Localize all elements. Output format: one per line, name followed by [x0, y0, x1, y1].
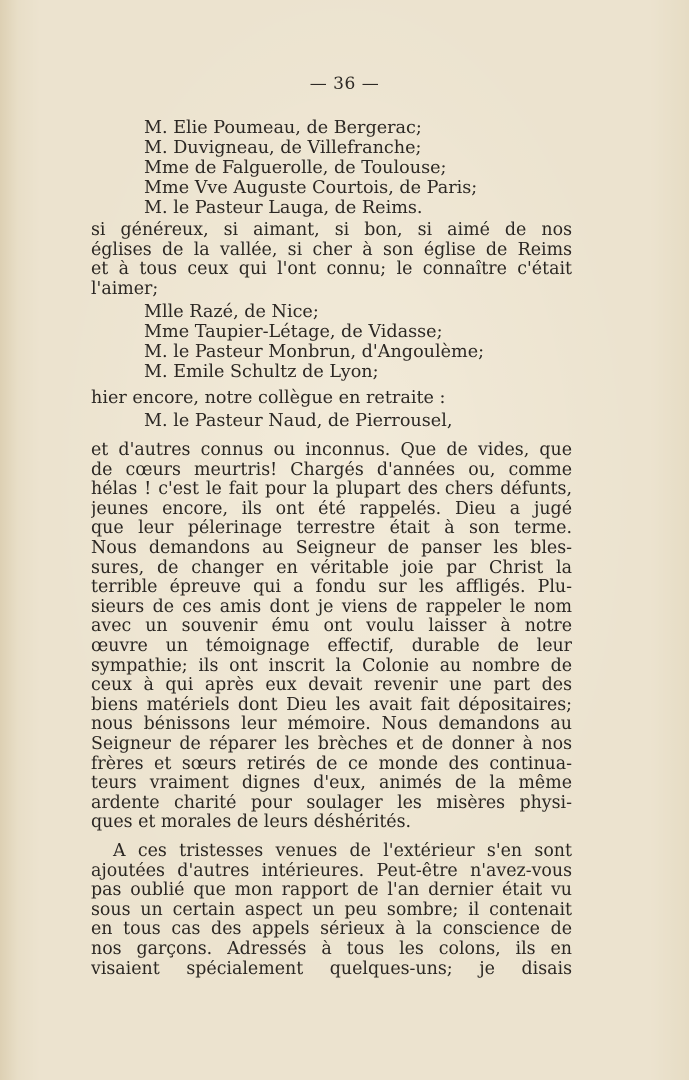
text-line: biens matériels dont Dieu les avait fait dépositaires;: [91, 695, 572, 715]
list-item: Mlle Razé, de Nice;: [144, 302, 319, 322]
text-line: que leur pélerinage terrestre était à son terme.: [91, 519, 572, 539]
list-item: Mme de Falguerolle, de Toulouse;: [144, 158, 447, 178]
text-line: œuvre un témoignage effectif, durable de leur: [91, 636, 572, 656]
text-line: et d'autres connus ou inconnus. Que de vides, que: [91, 441, 572, 460]
paragraph: [91, 441, 572, 833]
text-line: sympathie; ils ont inscrit la Colonie au nombre de: [91, 656, 572, 676]
text-line: sieurs de ces amis dont je viens de rappeler le nom: [91, 597, 572, 617]
text-line: Nous demandons au Seigneur de panser les bles-: [91, 538, 572, 558]
text-line: nous bénissons leur mémoire. Nous demandons au: [91, 715, 572, 735]
text-line: avec un souvenir ému ont voulu laisser à notre: [91, 617, 572, 637]
list-item: M. le Pasteur Lauga, de Reims.: [144, 198, 423, 218]
text-line: sous un certain aspect un peu sombre; il contenait: [91, 900, 572, 920]
text-line: l'aimer;: [91, 279, 159, 299]
text-line: jeunes encore, ils ont été rappelés. Dieu a jugé: [91, 499, 572, 519]
text-line: teurs vraiment dignes d'eux, animés de la même: [91, 774, 572, 794]
list-item: M. le Pasteur Naud, de Pierrousel,: [144, 411, 453, 431]
text-line: ardente charité pour soulager les misères physi-: [91, 793, 572, 813]
text-line: de cœurs meurtris! Chargés d'années ou, comme: [91, 460, 572, 480]
text-line: ques et morales de leurs déshérités.: [91, 813, 412, 833]
text-line: nos garçons. Adressés à tous les colons, ils en: [91, 939, 572, 959]
list-item: Mme Vve Auguste Courtois, de Paris;: [144, 178, 478, 198]
list-item: M. le Pasteur Monbrun, d'Angoulème;: [144, 342, 485, 362]
list-item: M. Duvigneau, de Villefranche;: [144, 138, 422, 158]
text-line: églises de la vallée, si cher à son église de Reims: [91, 240, 572, 260]
list-item: M. Elie Poumeau, de Bergerac;: [144, 118, 422, 138]
text-line: ceux à qui après eux devait revenir une part des: [91, 676, 572, 696]
text-line: si généreux, si aimant, si bon, si aimé de nos: [91, 221, 572, 240]
paragraph: [91, 842, 572, 979]
paragraph: [91, 221, 572, 299]
text-line: hier encore, notre collègue en retraite :: [91, 388, 446, 408]
text-line: Seigneur de réparer les brèches et de donner à nos: [91, 734, 572, 754]
text-line: frères et sœurs retirés de ce monde des continua-: [91, 754, 572, 774]
text-line: terrible épreuve qui a fondu sur les affligés. Plu-: [91, 578, 572, 598]
text-line: en tous cas des appels sérieux à la conscience de: [91, 920, 572, 940]
list-item: M. Emile Schultz de Lyon;: [144, 362, 379, 382]
list-item: Mme Taupier-Létage, de Vidasse;: [144, 322, 443, 342]
page-number: — 36 —: [309, 74, 380, 94]
text-line: hélas ! c'est le fait pour la plupart des chers défunts,: [91, 480, 572, 500]
text-line: et à tous ceux qui l'ont connu; le connaître c'était: [91, 260, 572, 280]
text-line: sures, de changer en véritable joie par Christ la: [91, 558, 572, 578]
text-line: visaient spécialement quelques-uns; je disais: [91, 959, 572, 979]
text-line: pas oublié que mon rapport de l'an dernier était vu: [91, 881, 572, 901]
text-line: A ces tristesses venues de l'extérieur s'en sont: [113, 842, 572, 861]
text-line: ajoutées d'autres intérieures. Peut-être n'avez-vous: [91, 861, 572, 881]
